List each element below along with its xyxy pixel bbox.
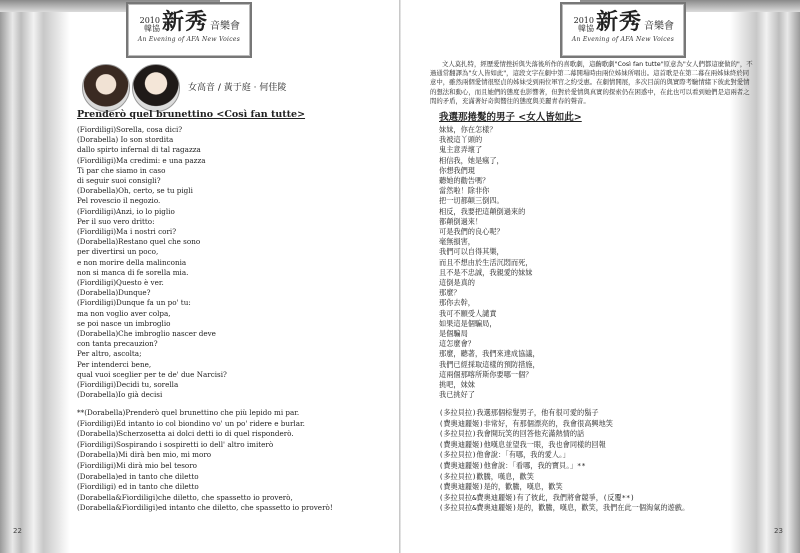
lyric-line: (Fiordiligi)Dunque fa un po' tu: [77,298,191,308]
lyric-line: (Fiordiligi)Ma credimi: e una pazza [77,155,206,165]
lyric-line: qual vuoi sceglier per te de' due Narcisi? [77,369,227,379]
lyric-line: dallo spirto infernal di tal ragazza [77,145,201,155]
lyric-line: Per intenderci bene, [77,359,152,369]
logo-small-text: 音樂會 [210,21,240,32]
lyric-line: 都顛倒過來！ [439,216,483,226]
lyric-line: (Dorabella&Fiordiligi)ed intanto che diletto, che spassetto io proverò! [77,503,333,513]
chinese-lyrics-block-1 [439,125,739,400]
lyric-line: (費奧迪麗姬)他嘆息並望我一眼，我也會同樣的回報 [439,439,606,449]
lyric-line: se poi nasce un imbroglio [77,318,171,328]
lyric-line: (多拉貝拉&費奧迪麗姬)有了彼此，我們將會競爭，(反覆**) [439,492,635,502]
logo-year: 2010 [139,16,160,25]
lyric-line: (多拉貝拉)歡騰，嘆息，歡笑 [439,471,534,481]
lyric-line: ma non voglio aver colpa, [77,308,171,318]
logo-subtitle: An Evening of AFA New Voices [137,36,241,43]
lyric-line: (Dorabella) Io son stordita [77,135,174,145]
lyric-line: 挑吧，妹妹 [439,380,475,390]
lyric-line: (Dorabella)Io già decisi [77,390,163,400]
lyric-line: (費奧迪麗姬)非常好，有那個漂亮的，我會很高興地笑 [439,418,613,428]
lyric-line: (Fiordiligi) ed in tanto che diletto [77,482,199,492]
lyric-line: 這兩個那喀所斯你要哪一個？ [439,369,533,379]
lyric-line: 是個騙局 [439,329,468,339]
lyric-line: 如果這是個騙局， [439,318,497,328]
chinese-lyrics-block-2 [439,408,769,514]
lyric-line: 相信我，她是瘋了， [439,155,504,165]
lyric-line: (Fiordiligi)Mi dirà mio bel tesoro [77,460,197,470]
lyric-line: per divertirsi un poco, [77,247,159,257]
lyric-line: di seguir suoi consigli? [77,176,161,186]
lyric-line: 我被這丫頭的 [439,135,483,145]
lyric-line: (Dorabella)Oh, certo, se tu pigli [77,186,193,196]
lyric-line: 毫無損害， [439,237,475,247]
lyric-line: Ti par che siamo in caso [77,165,166,175]
lyric-line: (Dorabella)Che imbroglio nascer deve [77,329,216,339]
lyric-line: 這怎麼會？ [439,339,475,349]
lyric-line: 妹妹，你在怎樣？ [439,125,497,134]
logo-small-text: 音樂會 [644,21,674,32]
lyric-line: (Dorabella)Restano quel che sono [77,237,201,247]
page-number-left: 22 [13,527,22,535]
lyric-line: 且不是不忠誠，我親愛的妹妹 [439,267,533,277]
lyric-line: 聽她的勸告嗎？ [439,176,490,186]
lyric-line: 這倒是真的 [439,278,475,288]
lyric-line: (Fiordiligi)Ed intanto io col biondino vo' un po' ridere e burlar. [77,418,305,428]
lyric-line: (Fiordiligi)Sorella, cosa dici? [77,125,183,134]
lyric-line: (費奧迪麗姬)他會說：「看哪，我的寶貝。」** [439,460,586,470]
lyric-line: con tanta precauzion? [77,339,158,349]
lyric-line: 那麼？ [439,288,461,298]
lyric-line: (費奧迪麗姬)是的，歡騰，嘆息，歡笑 [439,482,563,492]
left-curtain-decoration [0,0,70,553]
logo-year: 2010 [573,16,594,25]
lyric-line: Per il suo vero dritto: [77,216,155,226]
lyric-line: (多拉貝拉&費奧迪麗姬)是的，歡騰，嘆息，歡笑，我們在此一個淘氣的遊戲。 [439,503,690,513]
page-spine [399,0,401,553]
lyric-line: 而且不想由於生活沉悶而死， [439,257,533,267]
lyric-line: (Fiordiligi)Ma i nostri cori? [77,227,177,237]
lyric-line: (Dorabella)Mi dirà ben mio, mi moro [77,450,212,460]
logo-org: 韓協 [143,24,160,33]
lyric-line: 那你去幹， [439,298,475,308]
concert-logo-left [126,2,252,58]
logo-org: 韓協 [577,24,594,33]
lyric-line: (Fiordiligi)Anzi, io lo piglio [77,206,175,216]
lyric-line: (Fiordiligi)Decidi tu, sorella [77,380,179,390]
lyric-line: (多拉貝拉)我選那個棕髮男子，他有很可愛的鬍子 [439,408,599,417]
page-number-right: 23 [774,527,783,535]
song-title-chinese: 我選那捲髮的男子 <女人皆如此> [439,112,582,123]
lyric-line: Per altro, ascolta; [77,349,142,359]
lyric-line: (Dorabella)ed in tanto che diletto [77,471,199,481]
lyric-line: (Dorabella&Fiordiligi)che diletto, che spassetto io proverò, [77,492,293,502]
lyric-line: 我們已經採取這樣的預防措施， [439,359,540,369]
italian-lyrics-block-1 [77,125,377,400]
performers-caption: 女高音 / 黃于庭 ‧ 何佳陵 [188,83,287,93]
logo-big-text: 新秀 [161,9,208,35]
lyric-line: 把一切都顛三倒四。 [439,196,504,206]
lyric-line: (Dorabella)Dunque? [77,288,151,298]
lyric-line: (Fiordiligi)Questo è ver. [77,278,164,288]
lyric-line: 鬼主意弄壞了 [439,145,483,155]
lyric-line: 你想我們現 [439,165,475,175]
lyric-line: (Fiordiligi)Sospirando i sospiretti io dell' altro imiterò [77,439,274,449]
logo-subtitle: An Evening of AFA New Voices [571,36,675,43]
lyric-line: (多拉貝拉)我會開玩笑的回答他充滿熱情的話 [439,429,585,439]
concert-logo-right [560,2,686,58]
logo-big-text: 新秀 [595,9,642,35]
lyric-line: 我可不願受人譴責 [439,308,497,318]
lyric-line: 那麼，聽著，我們來達成協議， [439,349,540,359]
lyric-line: e non morire della malinconia [77,257,187,267]
lyric-line: 我們可以自得其樂， [439,247,504,257]
performer-photo-1 [82,64,130,112]
intro-paragraph: 文人莫扎特，經歷愛情挫折與失落後所作的喜歌劇，這齣歌劇"Così fan tutte"原意為"女人們都這麼做的"，不過通常翻譯為"女人皆如此"，這段文字在劇中第二幕開場時由兩位姊妹所唱出。這首歌是在第二幕在兩姊妹終於同意中，雖然兩個愛情很堅貞的姊妹受到兩位軍官之約受惠。在劇情開展，多次目前的與實際考驗情緒下彼此對愛情的想法和動心，而且她們的態度也影響著，但對於愛情與真實的探索仍在困惑中，在此也可以看到她們是這兩者之間的矛盾，充滿著好奇與嚮往的態度與美麗青春的聲音。 [430,60,753,105]
performer-photo-2 [132,64,180,112]
lyric-line: non si manca di fe sorella mia. [77,267,189,277]
song-title-italian: Prenderò quel brunettino <Così fan tutte> [77,109,306,120]
lyric-line: (多拉貝拉)他會說：「有哪，我的愛人。」 [439,450,570,460]
lyric-line: Pel rovescio il negozio. [77,196,161,206]
lyric-line: 相反，我要把這顛倒過來的 [439,206,526,216]
italian-lyrics-block-2 [77,408,397,514]
lyric-line: 可是我們的良心呢？ [439,227,504,237]
lyric-line: 我已挑好了 [439,390,475,400]
lyric-line: **(Dorabella)Prenderò quel brunettino che più lepido mi par. [77,408,300,417]
lyric-line: (Dorabella)Scherzosetta ai dolci detti io di quel risponderò. [77,429,294,439]
lyric-line: 當然啦！除非你 [439,186,490,196]
